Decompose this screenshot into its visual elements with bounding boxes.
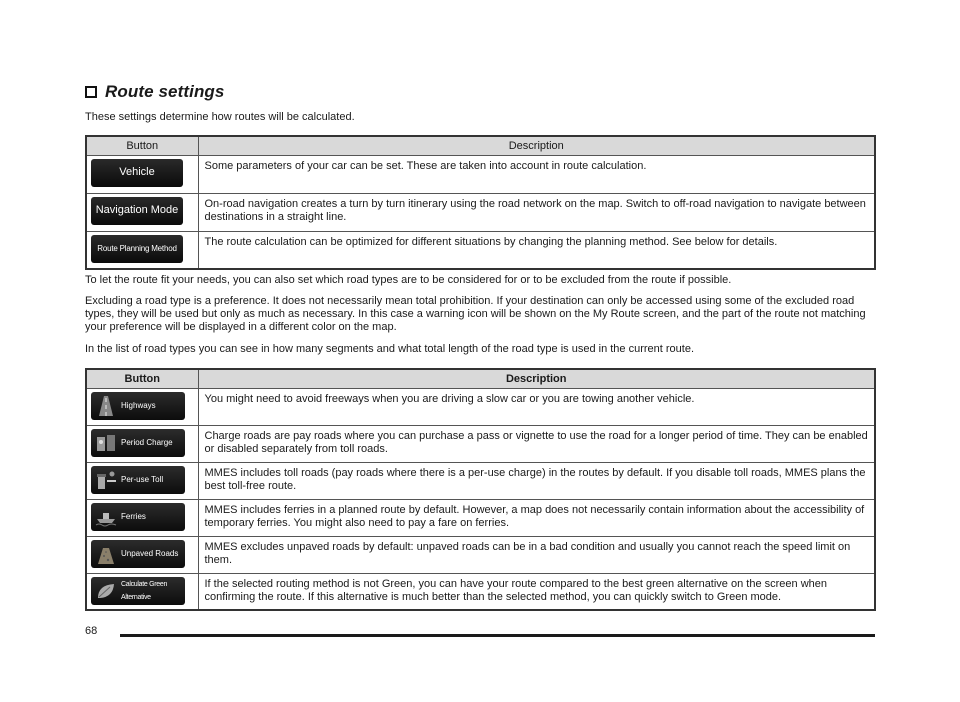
calculate-green-alternative-button[interactable] [91, 577, 185, 605]
button-label: Vehicle [119, 166, 155, 178]
paragraph: Excluding a road type is a preference. It does not necessarily mean total prohibition. If your destination can only be accessed using some of the excluded road types, they will be used but only as much as necessary. In this case a warning icon will be shown on the My Route screen, and the part of the route not matching your preference will be displayed in a different color on the map. [85, 295, 866, 333]
table-row [86, 462, 875, 499]
intro-paragraph: These settings determine how routes will be calculated. [85, 111, 355, 123]
navigation-mode-button[interactable] [91, 197, 183, 225]
highway-icon [95, 396, 117, 416]
table-header-row [86, 369, 875, 388]
table-row [86, 573, 875, 610]
unpaved-road-icon [95, 544, 117, 564]
table-header-row [86, 136, 875, 155]
ferries-button[interactable] [91, 503, 185, 531]
vehicle-button[interactable] [91, 159, 183, 187]
table-row [86, 425, 875, 462]
button-label: Ferries [121, 512, 146, 521]
row-description: MMES includes toll roads (pay roads where there is a per-use charge) in the routes by default. If you disable toll roads, MMES plans the best toll-free route. [198, 462, 875, 499]
highways-button[interactable] [91, 392, 185, 420]
column-header-description: Description [198, 369, 875, 388]
per-use-toll-button[interactable] [91, 466, 185, 494]
button-label: Calculate Green Alternative [121, 580, 168, 601]
button-label: Per-use Toll [121, 475, 164, 484]
period-charge-button[interactable] [91, 429, 185, 457]
row-description: Charge roads are pay roads where you can purchase a pass or vignette to use the road for a longer period of time. They can be enabled or disabled separately from toll roads. [198, 425, 875, 462]
column-header-button: Button [86, 369, 198, 388]
checkbox-icon [85, 86, 97, 98]
row-description: You might need to avoid freeways when you are driving a slow car or you are towing another vehicle. [198, 388, 875, 425]
row-description: On-road navigation creates a turn by turn itinerary using the road network on the map. Switch to off-road navigation to navigate between destinations in a straight line. [198, 193, 875, 231]
button-label: Route Planning Method [97, 244, 177, 253]
column-header-description: Description [198, 136, 875, 155]
page-number: 68 [85, 625, 98, 637]
row-description: MMES excludes unpaved roads by default: unpaved roads can be in a bad condition and usually you cannot reach the speed limit on them. [198, 536, 875, 573]
period-charge-icon [95, 433, 117, 453]
table-row [86, 231, 875, 269]
button-label: Highways [121, 401, 156, 410]
paragraph: In the list of road types you can see in how many segments and what total length of the road type is used in the current route. [85, 343, 695, 355]
table-row [86, 536, 875, 573]
row-description: If the selected routing method is not Green, you can have your route compared to the best green alternative on the screen when confirming the route. If this alternative is much better than the selected method, you can quickly switch to Green mode. [198, 573, 875, 610]
green-leaf-icon [95, 581, 117, 601]
row-description: Some parameters of your car can be set. These are taken into account in route calculation. [198, 155, 875, 193]
table-row [86, 193, 875, 231]
route-planning-method-button[interactable] [91, 235, 183, 263]
button-label: Navigation Mode [95, 204, 179, 216]
button-label: Unpaved Roads [121, 549, 179, 558]
table-row [86, 499, 875, 536]
section-heading [85, 82, 224, 102]
table-row [86, 155, 875, 193]
button-label: Period Charge [121, 438, 173, 447]
row-description: MMES includes ferries in a planned route by default. However, a map does not necessarily contain information about the accessibility of temporary ferries. You might also need to pay a fare on ferries. [198, 499, 875, 536]
toll-booth-icon [95, 470, 117, 490]
footer-divider [120, 634, 875, 637]
ferry-icon [95, 507, 117, 527]
paragraph: To let the route fit your needs, you can also set which road types are to be considered for or to be excluded from the route if possible. [85, 274, 732, 286]
road-types-table [85, 368, 876, 611]
page-title: Route settings [105, 82, 225, 101]
table-row [86, 388, 875, 425]
route-settings-table [85, 135, 876, 270]
unpaved-roads-button[interactable] [91, 540, 185, 568]
row-description: The route calculation can be optimized for different situations by changing the planning method. See below for details. [198, 231, 875, 269]
column-header-button: Button [86, 136, 198, 155]
